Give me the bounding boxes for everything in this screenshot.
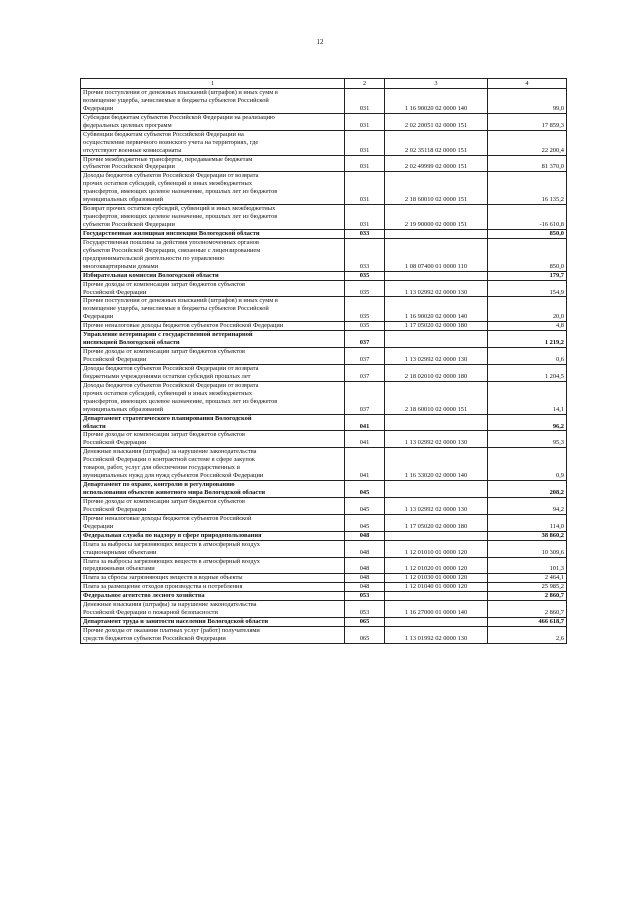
classification-code-cell (385, 592, 488, 601)
classification-code-cell: 1 16 33020 02 0000 140 (385, 448, 488, 481)
name-cell: Плата за выбросы загрязняющих веществ в атмосферный воздух передвижными объектами (81, 557, 345, 574)
admin-code-cell: 031 (345, 205, 385, 230)
name-cell: Государственная пошлина за действия уполномоченных органов субъектов Российской Федерации, связанные с лицензированием предпринимательской деятельности по управлению многоквартирными домами (81, 238, 345, 271)
name-cell: Плата за выбросы загрязняющих веществ в атмосферный воздух стационарными объектами (81, 540, 345, 557)
amount-cell: 95,3 (488, 431, 567, 448)
amount-cell: 208,2 (488, 481, 567, 498)
table-row (81, 113, 567, 130)
classification-code-cell: 2 18 02010 02 0000 180 (385, 364, 488, 381)
name-cell: Прочие поступления от денежных взысканий (штрафов) и иных сумм в возмещение ущерба, зачисляемые в бюджеты субъектов Российской Федерации (81, 89, 345, 114)
admin-code-cell: 031 (345, 155, 385, 172)
admin-code-cell: 035 (345, 280, 385, 297)
classification-code-cell: 2 02 49999 02 0000 151 (385, 155, 488, 172)
admin-code-cell: 037 (345, 381, 385, 414)
classification-code-cell: 1 12 01010 01 0000 120 (385, 540, 488, 557)
name-cell: Департамент труда и занятости населения Вологодской области (81, 618, 345, 627)
name-cell: Прочие доходы от компенсации затрат бюджетов субъектов Российской Федерации (81, 280, 345, 297)
table-row (81, 238, 567, 271)
table-row (81, 130, 567, 155)
admin-code-cell: 053 (345, 592, 385, 601)
amount-cell: 14,1 (488, 381, 567, 414)
classification-code-cell (385, 331, 488, 348)
amount-cell: 466 618,7 (488, 618, 567, 627)
name-cell: Доходы бюджетов субъектов Российской Федерации от возврата прочих остатков субсидий, субвенций и иных межбюджетных трансфертов, имеющих целевое назначение, прошлых лет из бюджетов муниципальных образований (81, 172, 345, 205)
admin-code-cell: 037 (345, 348, 385, 365)
name-cell: Прочие доходы от компенсации затрат бюджетов субъектов Российской Федерации (81, 431, 345, 448)
admin-code-cell: 033 (345, 229, 385, 238)
table-row (81, 89, 567, 114)
name-cell: Департамент по охране, контролю и регулированию использования объектов животного мира Вологодской области (81, 481, 345, 498)
table-row (81, 514, 567, 531)
amount-cell: 2,6 (488, 627, 567, 644)
table-row (81, 280, 567, 297)
name-cell: Прочие доходы от оказания платных услуг (работ) получателями средств бюджетов субъектов Российской Федерации (81, 627, 345, 644)
admin-code-cell: 048 (345, 583, 385, 592)
admin-code-cell: 065 (345, 627, 385, 644)
table-row (81, 557, 567, 574)
admin-code-cell: 048 (345, 557, 385, 574)
amount-cell: 179,7 (488, 271, 567, 280)
admin-code-cell: 033 (345, 238, 385, 271)
classification-code-cell: 2 02 20051 02 0000 151 (385, 113, 488, 130)
admin-code-cell: 031 (345, 172, 385, 205)
table-row (81, 583, 567, 592)
table-row (81, 172, 567, 205)
admin-code-cell: 041 (345, 448, 385, 481)
amount-cell: 1 219,2 (488, 331, 567, 348)
classification-code-cell: 1 13 02992 02 0000 130 (385, 348, 488, 365)
name-cell: Плата за размещение отходов производства и потребления (81, 583, 345, 592)
admin-code-cell: 035 (345, 297, 385, 322)
amount-cell: 101,3 (488, 557, 567, 574)
table-row (81, 155, 567, 172)
header-col-1: 1 (81, 79, 345, 89)
classification-code-cell: 1 08 07400 01 0000 110 (385, 238, 488, 271)
table-row (81, 540, 567, 557)
classification-code-cell: 1 12 01020 01 0000 120 (385, 557, 488, 574)
table-row (81, 431, 567, 448)
admin-code-cell: 048 (345, 531, 385, 540)
name-cell: Субвенции бюджетам субъектов Российской Федерации на осуществление первичного воинского учета на территориях, где отсутствуют военные комиссариаты (81, 130, 345, 155)
amount-cell: 850,0 (488, 229, 567, 238)
admin-code-cell: 048 (345, 540, 385, 557)
name-cell: Доходы бюджетов субъектов Российской Федерации от возврата бюджетными учреждениями остатков субсидий прошлых лет (81, 364, 345, 381)
name-cell: Избирательная комиссия Вологодской области (81, 271, 345, 280)
admin-code-cell: 035 (345, 271, 385, 280)
name-cell: Прочие поступления от денежных взысканий (штрафов) и иных сумм в возмещение ущерба, зачисляемые в бюджеты субъектов Российской Федерации (81, 297, 345, 322)
table-row (81, 322, 567, 331)
name-cell: Прочие неналоговые доходы бюджетов субъектов Российской Федерации (81, 514, 345, 531)
classification-code-cell: 1 17 05020 02 0000 180 (385, 514, 488, 531)
classification-code-cell (385, 481, 488, 498)
table-row-section (81, 271, 567, 280)
name-cell: Государственная жилищная инспекция Вологодской области (81, 229, 345, 238)
classification-code-cell: 1 13 02992 02 0000 130 (385, 431, 488, 448)
admin-code-cell: 037 (345, 331, 385, 348)
table-row-section (81, 414, 567, 431)
admin-code-cell: 031 (345, 130, 385, 155)
classification-code-cell: 1 12 01040 01 0000 120 (385, 583, 488, 592)
table-row (81, 601, 567, 618)
amount-cell: 2 464,1 (488, 574, 567, 583)
classification-code-cell: 2 02 35118 02 0000 151 (385, 130, 488, 155)
name-cell: Субсидии бюджетам субъектов Российской Федерации на реализацию федеральных целевых программ (81, 113, 345, 130)
amount-cell: 2 860,7 (488, 601, 567, 618)
name-cell: Плата за сбросы загрязняющих веществ в водные объекты (81, 574, 345, 583)
name-cell: Прочие межбюджетные трансферты, передаваемые бюджетам субъектов Российской Федерации (81, 155, 345, 172)
amount-cell: 94,2 (488, 497, 567, 514)
name-cell: Прочие доходы от компенсации затрат бюджетов субъектов Российской Федерации (81, 348, 345, 365)
amount-cell: 17 859,3 (488, 113, 567, 130)
admin-code-cell: 045 (345, 481, 385, 498)
name-cell: Денежные взыскания (штрафы) за нарушение законодательства Российской Федерации о контрактной системе в сфере закупок товаров, работ, услуг для обеспечения государственных и муниципальных нужд для нужд субъектов Российской Федерации (81, 448, 345, 481)
amount-cell: 0,9 (488, 448, 567, 481)
name-cell: Денежные взыскания (штрафы) за нарушение законодательства Российской Федерации о пожарной безопасности (81, 601, 345, 618)
classification-code-cell (385, 229, 488, 238)
name-cell: Федеральное агентство лесного хозяйства (81, 592, 345, 601)
name-cell: Возврат прочих остатков субсидий, субвенций и иных межбюджетных трансфертов, имеющих целевое назначение, прошлых лет из бюджетов субъектов Российской Федерации (81, 205, 345, 230)
amount-cell: 10 309,6 (488, 540, 567, 557)
admin-code-cell: 065 (345, 618, 385, 627)
table-row-section (81, 481, 567, 498)
classification-code-cell (385, 414, 488, 431)
classification-code-cell: 1 17 05020 02 0000 180 (385, 322, 488, 331)
admin-code-cell: 041 (345, 431, 385, 448)
amount-cell: -16 610,8 (488, 205, 567, 230)
table-row (81, 574, 567, 583)
amount-cell: 0,6 (488, 348, 567, 365)
table-row-section (81, 618, 567, 627)
amount-cell: 850,0 (488, 238, 567, 271)
classification-code-cell: 2 18 60010 02 0000 151 (385, 381, 488, 414)
amount-cell: 96,2 (488, 414, 567, 431)
classification-code-cell: 1 16 90020 02 0000 140 (385, 89, 488, 114)
admin-code-cell: 045 (345, 514, 385, 531)
amount-cell: 99,0 (488, 89, 567, 114)
budget-revenue-table (80, 78, 567, 644)
table-row-section (81, 531, 567, 540)
classification-code-cell: 1 16 27000 01 0000 140 (385, 601, 488, 618)
table-row (81, 205, 567, 230)
classification-code-cell: 1 13 02992 02 0000 130 (385, 497, 488, 514)
classification-code-cell: 1 12 01030 01 0000 120 (385, 574, 488, 583)
classification-code-cell (385, 271, 488, 280)
table-row (81, 364, 567, 381)
amount-cell: 16 135,2 (488, 172, 567, 205)
classification-code-cell: 1 16 90020 02 0000 140 (385, 297, 488, 322)
name-cell: Прочие доходы от компенсации затрат бюджетов субъектов Российской Федерации (81, 497, 345, 514)
name-cell: Департамент стратегического планирования Вологодской области (81, 414, 345, 431)
classification-code-cell: 2 18 60010 02 0000 151 (385, 172, 488, 205)
table-row-section (81, 331, 567, 348)
header-col-2: 2 (345, 79, 385, 89)
amount-cell: 20,0 (488, 297, 567, 322)
amount-cell: 38 860,2 (488, 531, 567, 540)
admin-code-cell: 041 (345, 414, 385, 431)
table-row (81, 448, 567, 481)
amount-cell: 81 370,0 (488, 155, 567, 172)
amount-cell: 1 204,5 (488, 364, 567, 381)
table-row (81, 381, 567, 414)
admin-code-cell: 053 (345, 601, 385, 618)
amount-cell: 25 985,2 (488, 583, 567, 592)
amount-cell: 4,8 (488, 322, 567, 331)
amount-cell: 114,0 (488, 514, 567, 531)
classification-code-cell: 2 19 90000 02 0000 151 (385, 205, 488, 230)
table-row (81, 627, 567, 644)
table-row-section (81, 592, 567, 601)
classification-code-cell (385, 531, 488, 540)
table-body (81, 89, 567, 644)
table-row (81, 297, 567, 322)
table-header-row (81, 79, 567, 89)
admin-code-cell: 048 (345, 574, 385, 583)
admin-code-cell: 045 (345, 497, 385, 514)
header-col-3: 3 (385, 79, 488, 89)
header-col-4: 4 (488, 79, 567, 89)
admin-code-cell: 031 (345, 113, 385, 130)
classification-code-cell (385, 618, 488, 627)
name-cell: Прочие неналоговые доходы бюджетов субъектов Российской Федерации (81, 322, 345, 331)
table-row-section (81, 229, 567, 238)
name-cell: Доходы бюджетов субъектов Российской Федерации от возврата прочих остатков субсидий, субвенций и иных межбюджетных трансфертов, имеющих целевое назначение, прошлых лет из бюджетов муниципальных образований (81, 381, 345, 414)
amount-cell: 2 860,7 (488, 592, 567, 601)
page-number: 12 (316, 38, 324, 46)
classification-code-cell: 1 13 02992 02 0000 130 (385, 280, 488, 297)
classification-code-cell: 1 13 01992 02 0000 130 (385, 627, 488, 644)
table-row (81, 348, 567, 365)
table-row (81, 497, 567, 514)
admin-code-cell: 035 (345, 322, 385, 331)
name-cell: Управление ветеринарии с государственной ветеринарной инспекцией Вологодской области (81, 331, 345, 348)
amount-cell: 22 200,4 (488, 130, 567, 155)
admin-code-cell: 031 (345, 89, 385, 114)
name-cell: Федеральная служба по надзору в сфере природопользования (81, 531, 345, 540)
amount-cell: 154,9 (488, 280, 567, 297)
admin-code-cell: 037 (345, 364, 385, 381)
